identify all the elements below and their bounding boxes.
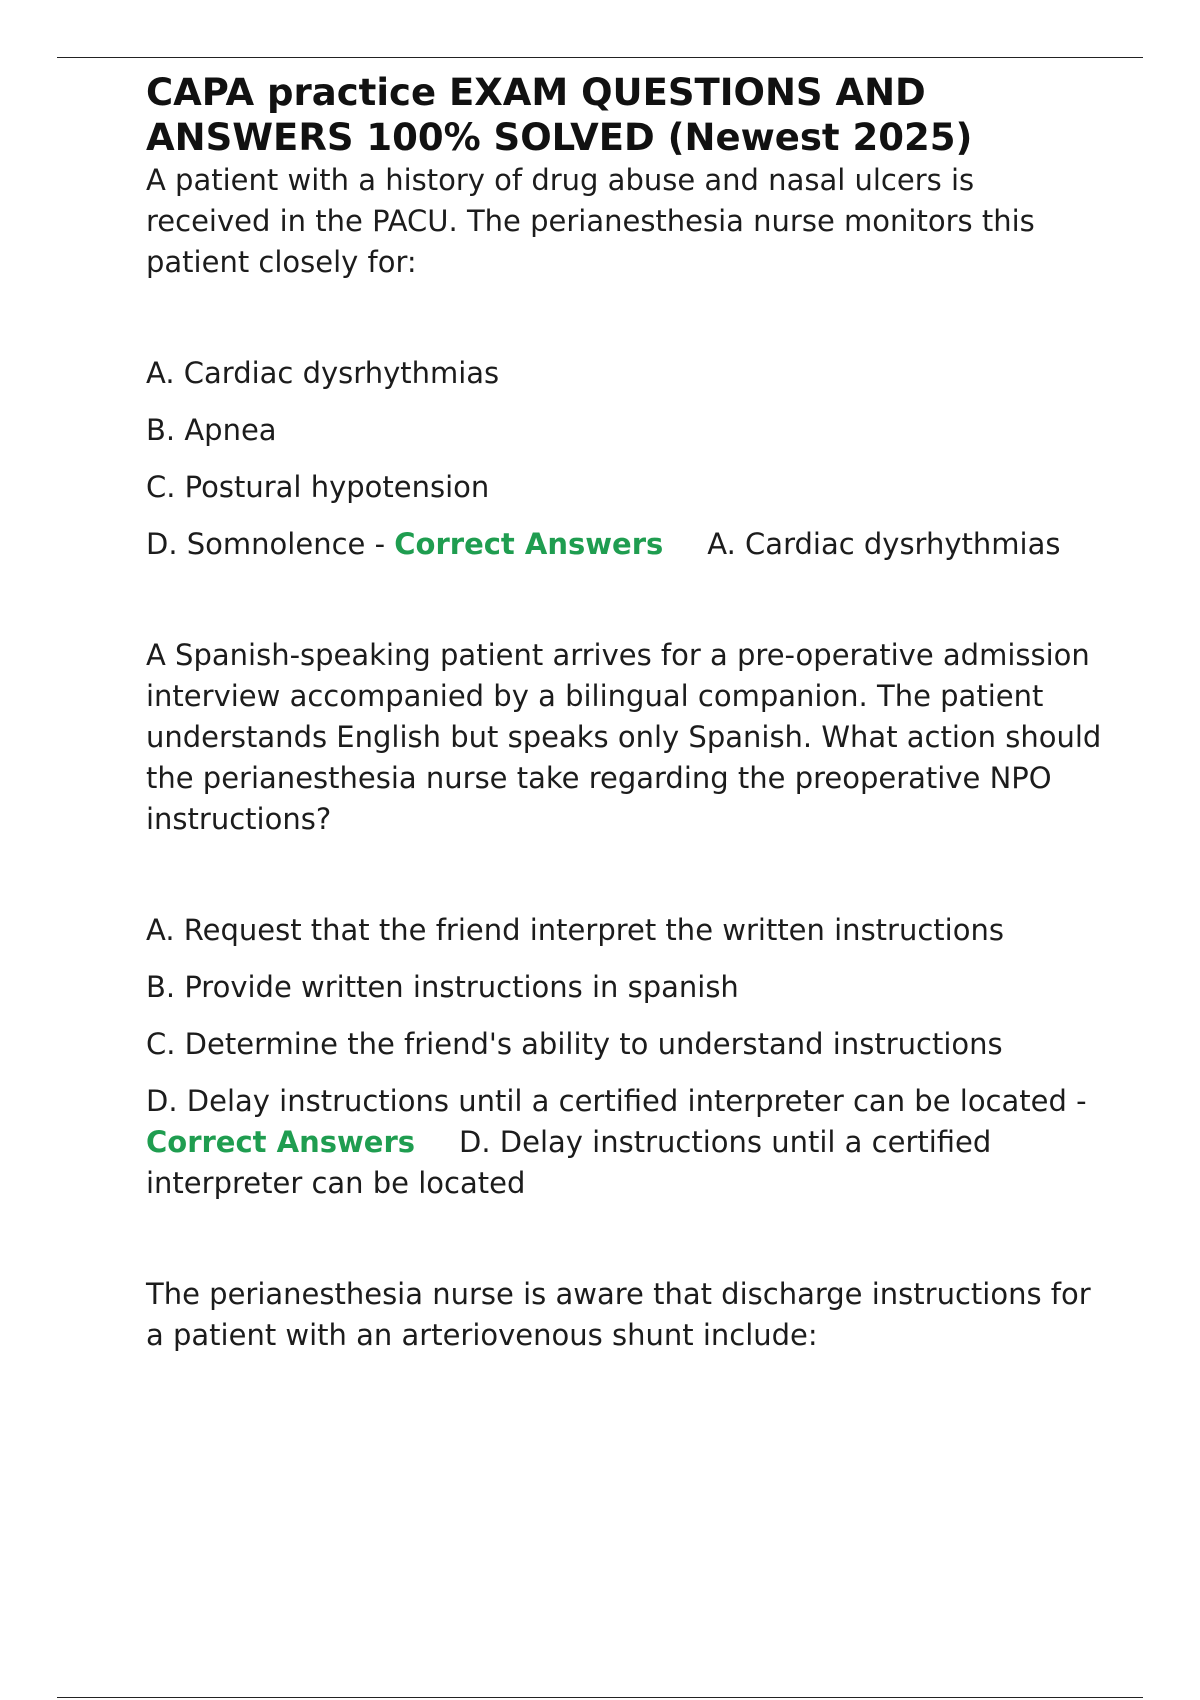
option-a: A. Cardiac dysrhythmias [146,356,500,390]
top-rule [57,57,1143,58]
question-block-3 [146,1274,1106,1356]
option-a: A. Request that the friend interpret the written instructions [146,913,1004,947]
question-text: The perianesthesia nurse is aware that discharge instructions for a patient with an arteriovenous shunt include: [146,1277,1091,1352]
correct-answer-text: A. Cardiac dysrhythmias [707,527,1061,561]
correct-answers-label: Correct Answers [394,527,664,561]
option-c: C. Postural hypotension [146,470,490,504]
document-body [146,70,1106,1356]
question-block-2 [146,635,1106,1204]
question-text: A Spanish-speaking patient arrives for a pre-operative admission interview accompanied by a bilingual companion. The patient understands English but speaks only Spanish. What action should the perianesthesia nurse take regarding the preoperative NPO instructions? [146,638,1102,836]
question-block-1 [146,160,1106,565]
bottom-rule [57,1697,1143,1698]
option-b: B. Provide written instructions in spanish [146,970,739,1004]
document-title: CAPA practice EXAM QUESTIONS AND ANSWERS 100% SOLVED (Newest 2025) [146,71,973,159]
option-d-with-answer: D. Somnolence - Correct Answers A. Cardiac dysrhythmias [146,527,1061,561]
option-d: D. Delay instructions until a certified interpreter can be located [146,1084,1067,1118]
option-d: D. Somnolence [146,527,366,561]
option-d-with-answer: D. Delay instructions until a certified interpreter can be located - Correct Answers D. Delay instructions until a certified interpreter can be located [146,1084,1087,1200]
correct-answers-label: Correct Answers [146,1125,416,1159]
option-b: B. Apnea [146,413,277,447]
option-c: C. Determine the friend's ability to understand instructions [146,1027,1003,1061]
correct-answer-text: D. Delay instructions until a certified interpreter can be located [146,1125,992,1200]
question-text: A patient with a history of drug abuse and nasal ulcers is received in the PACU. The perianesthesia nurse monitors this patient closely for: [146,163,1035,279]
